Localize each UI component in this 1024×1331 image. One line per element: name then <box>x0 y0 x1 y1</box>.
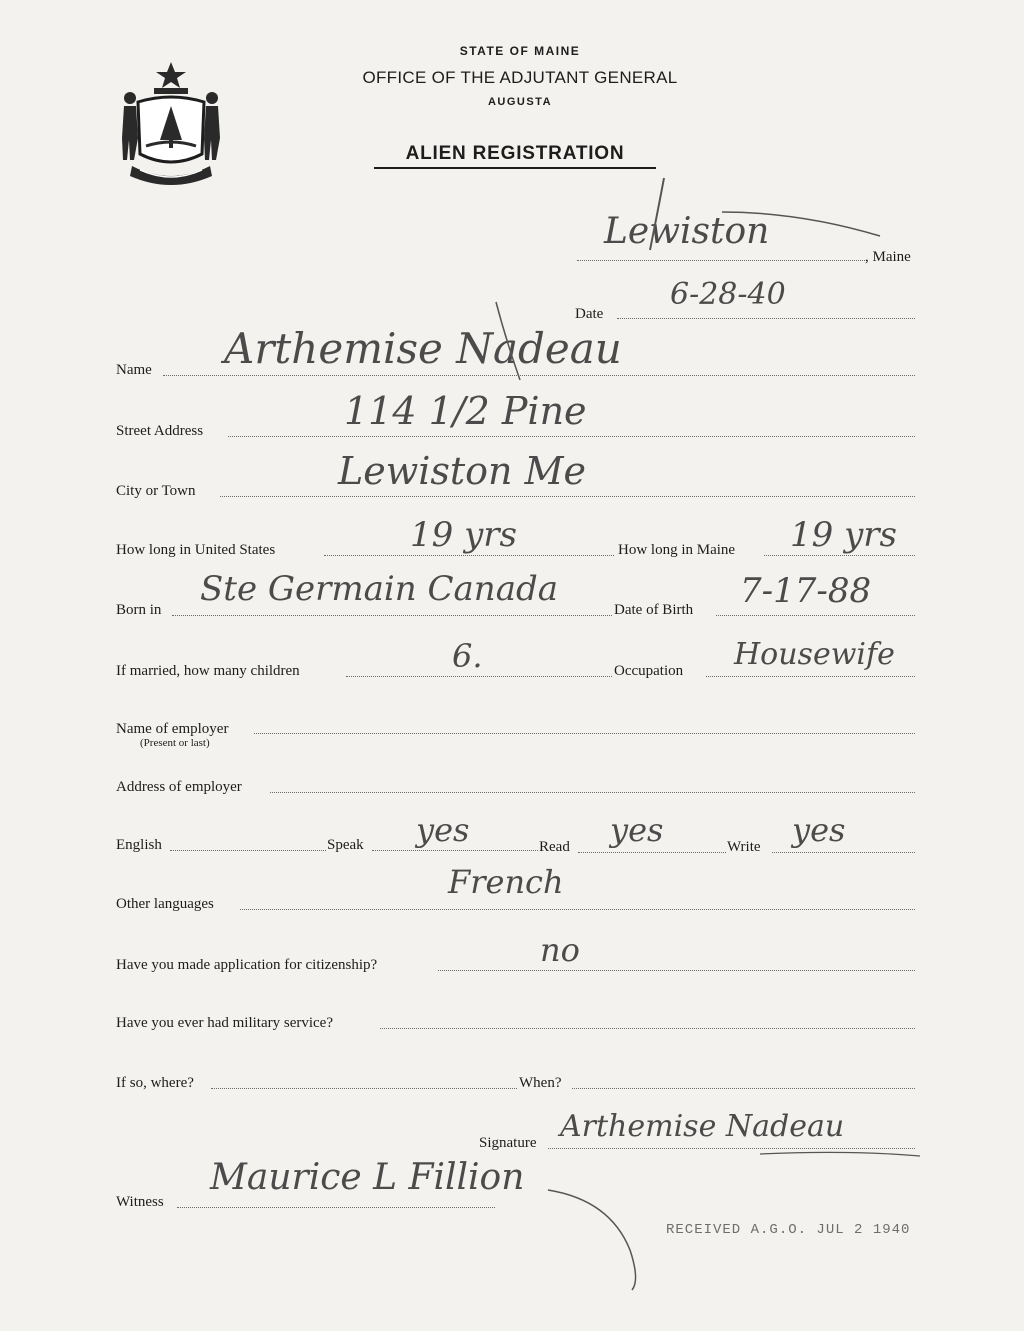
read-entry: yes <box>610 811 664 849</box>
speak-entry: yes <box>416 811 470 849</box>
place-entry: Lewiston <box>604 211 770 252</box>
speak-label: Speak <box>327 837 364 853</box>
date-label: Date <box>575 306 604 322</box>
date-entry: 6-28-40 <box>670 277 786 312</box>
date-of-birth-label: Date of Birth <box>614 602 694 618</box>
employer-note: (Present or last) <box>140 737 210 749</box>
city-label: City or Town <box>116 483 196 499</box>
other-languages-entry: French <box>448 863 564 901</box>
office-heading: OFFICE OF THE ADJUTANT GENERAL <box>362 68 678 87</box>
form-title: ALIEN REGISTRATION <box>374 143 656 169</box>
how-long-us-label: How long in United States <box>116 542 276 558</box>
write-label: Write <box>727 839 761 855</box>
born-in-label: Born in <box>116 602 162 618</box>
english-label: English <box>116 837 162 853</box>
military-label: Have you ever had military service? <box>116 1015 333 1031</box>
employer-name-label: Name of employer <box>116 721 229 737</box>
children-label: If married, how many children <box>116 663 300 679</box>
street-address-entry: 114 1/2 Pine <box>344 389 587 433</box>
witness-entry: Maurice L Fillion <box>210 1157 525 1198</box>
received-stamp: RECEIVED A.G.O. JUL 2 1940 <box>666 1222 911 1238</box>
read-label: Read <box>539 839 570 855</box>
citizenship-label: Have you made application for citizenship? <box>116 957 378 973</box>
state-heading: STATE OF MAINE <box>459 44 581 58</box>
name-entry: Arthemise Nadeau <box>224 324 622 373</box>
occupation-entry: Housewife <box>734 637 895 672</box>
children-entry: 6. <box>452 637 483 675</box>
street-address-label: Street Address <box>116 423 204 439</box>
city-heading: AUGUSTA <box>487 96 553 108</box>
witness-label: Witness <box>116 1194 164 1210</box>
other-languages-label: Other languages <box>116 896 214 912</box>
signature-entry: Arthemise Nadeau <box>560 1109 845 1144</box>
how-long-maine-entry: 19 yrs <box>790 515 897 555</box>
when-label: When? <box>519 1075 562 1091</box>
citizenship-entry: no <box>540 931 580 969</box>
how-long-maine-label: How long in Maine <box>618 542 736 558</box>
city-entry: Lewiston Me <box>338 449 587 493</box>
date-of-birth-entry: 7-17-88 <box>740 571 872 611</box>
name-label: Name <box>116 362 152 378</box>
occupation-label: Occupation <box>614 663 684 679</box>
employer-address-label: Address of employer <box>116 779 242 795</box>
place-suffix-label: , Maine <box>865 249 911 265</box>
born-in-entry: Ste Germain Canada <box>200 569 558 609</box>
where-label: If so, where? <box>116 1075 194 1091</box>
write-entry: yes <box>792 811 846 849</box>
signature-label: Signature <box>479 1135 537 1151</box>
how-long-us-entry: 19 yrs <box>410 515 517 555</box>
